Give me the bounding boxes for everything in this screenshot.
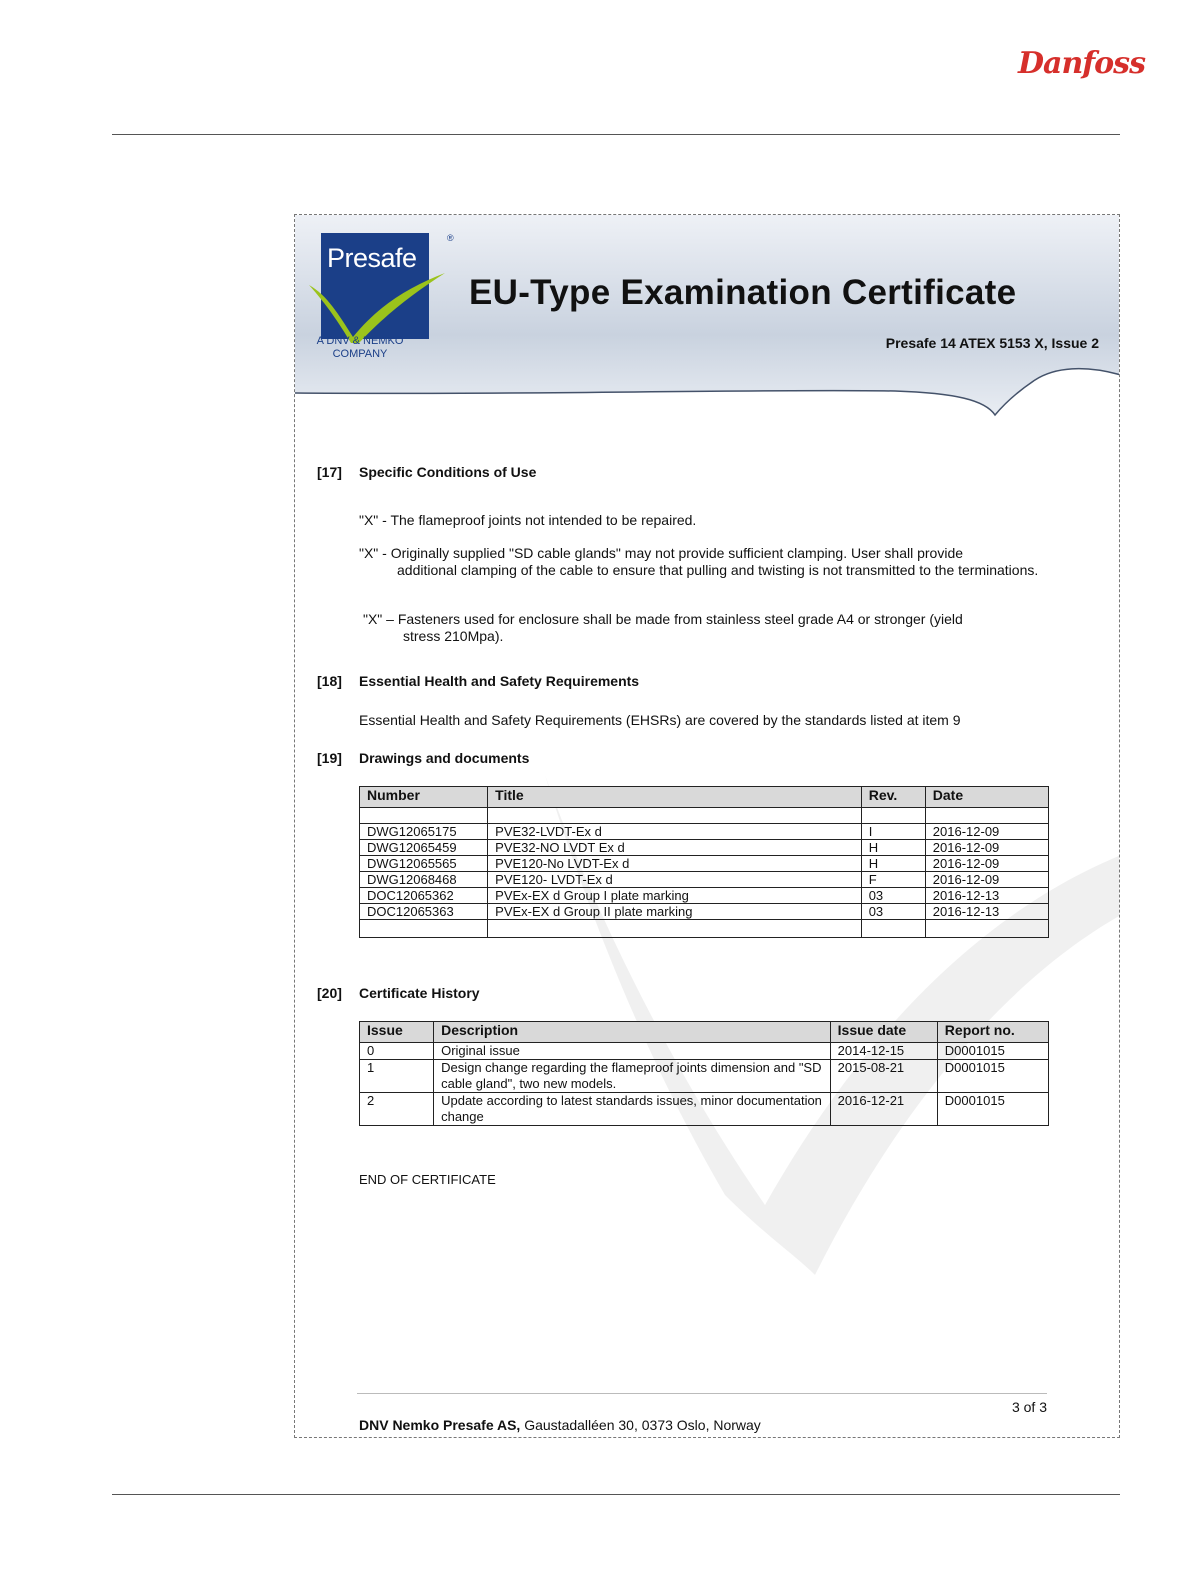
- section-18-heading: [317, 673, 639, 689]
- table-cell: [360, 920, 488, 938]
- section-number: [17]: [317, 464, 342, 480]
- section-title: Drawings and documents: [359, 750, 530, 766]
- table-cell: [861, 808, 925, 824]
- table-cell: [488, 920, 862, 938]
- column-header: Description: [434, 1022, 831, 1043]
- section-title: Certificate History: [359, 985, 480, 1001]
- table-row: [360, 904, 1049, 920]
- table-cell: Design change regarding the flameproof joints dimension and "SD cable gland", two new models.: [434, 1060, 831, 1093]
- table-cell: [925, 920, 1048, 938]
- table-row: [360, 824, 1049, 840]
- table-cell: 1: [360, 1060, 434, 1093]
- section-17-heading: [317, 464, 536, 480]
- section-number: [20]: [317, 985, 342, 1001]
- condition-text: "X" – Fasteners used for enclosure shall be made from stainless steel grade A4 or stronger (yield: [363, 611, 963, 627]
- certificate-reference: Presafe 14 ATEX 5153 X, Issue 2: [885, 335, 1099, 351]
- table-row: [360, 1093, 1049, 1126]
- footer-rule: [357, 1393, 1047, 1394]
- table-row: [360, 872, 1049, 888]
- table-cell: 03: [861, 888, 925, 904]
- certificate-page: [294, 214, 1120, 1438]
- condition-item: [363, 611, 1043, 645]
- section-19-heading: [317, 750, 529, 766]
- table-cell: 2014-12-15: [830, 1043, 937, 1060]
- table-cell: 2016-12-13: [925, 904, 1048, 920]
- table-cell: PVEx-EX d Group II plate marking: [488, 904, 862, 920]
- table-cell: 2016-12-09: [925, 872, 1048, 888]
- footer-rule-page: [112, 1494, 1120, 1495]
- column-header: Issue date: [830, 1022, 937, 1043]
- end-of-certificate: END OF CERTIFICATE: [359, 1172, 496, 1187]
- table-cell: 2016-12-13: [925, 888, 1048, 904]
- table-cell: [861, 920, 925, 938]
- table-row: [360, 1043, 1049, 1060]
- table-cell: 2016-12-09: [925, 840, 1048, 856]
- table-cell: D0001015: [937, 1043, 1048, 1060]
- table-cell: F: [861, 872, 925, 888]
- table-cell: Update according to latest standards issues, minor documentation change: [434, 1093, 831, 1126]
- table-cell: D0001015: [937, 1060, 1048, 1093]
- table-row: [360, 856, 1049, 872]
- table-cell: [488, 808, 862, 824]
- table-cell: [925, 808, 1048, 824]
- registered-mark: ®: [447, 233, 454, 243]
- section-number: [18]: [317, 673, 342, 689]
- section-20-heading: [317, 985, 480, 1001]
- check-logo-icon: [309, 265, 449, 345]
- condition-continuation: stress 210Mpa).: [403, 628, 504, 644]
- company-name: DNV Nemko Presafe AS,: [359, 1417, 521, 1433]
- table-cell: I: [861, 824, 925, 840]
- condition-continuation: additional clamping of the cable to ensure that pulling and twisting is not transmitted to the terminations.: [397, 562, 1039, 578]
- ehsr-text: Essential Health and Safety Requirements (EHSRs) are covered by the standards listed at item 9: [359, 712, 961, 728]
- table-row: [360, 1060, 1049, 1093]
- presafe-tagline: A DNV & NEMKO COMPANY: [316, 335, 404, 360]
- table-cell: DOC12065362: [360, 888, 488, 904]
- table-cell: 03: [861, 904, 925, 920]
- table-cell: PVE120-No LVDT-Ex d: [488, 856, 862, 872]
- table-cell: PVEx-EX d Group I plate marking: [488, 888, 862, 904]
- table-cell: PVE120- LVDT-Ex d: [488, 872, 862, 888]
- table-cell: D0001015: [937, 1093, 1048, 1126]
- table-header-row: [360, 787, 1049, 808]
- table-row: [360, 888, 1049, 904]
- table-cell: 2016-12-09: [925, 824, 1048, 840]
- table-cell: DWG12065175: [360, 824, 488, 840]
- column-header: Number: [360, 787, 488, 808]
- section-title: Essential Health and Safety Requirements: [359, 673, 640, 689]
- table-cell: DWG12065459: [360, 840, 488, 856]
- table-row: [360, 840, 1049, 856]
- column-header: Date: [925, 787, 1048, 808]
- drawings-table: [359, 786, 1049, 938]
- table-cell: 2015-08-21: [830, 1060, 937, 1093]
- column-header: Issue: [360, 1022, 434, 1043]
- section-number: [19]: [317, 750, 342, 766]
- footer-address: [359, 1417, 761, 1433]
- condition-text: "X" - Originally supplied "SD cable glands" may not provide sufficient clamping. User shall provide: [359, 545, 964, 561]
- condition-text: "X" - The flameproof joints not intended to be repaired.: [359, 512, 697, 528]
- header-rule: [112, 134, 1120, 135]
- table-cell: DWG12068468: [360, 872, 488, 888]
- table-cell: 2: [360, 1093, 434, 1126]
- table-cell: DWG12065565: [360, 856, 488, 872]
- table-cell: [360, 808, 488, 824]
- condition-item: [359, 512, 1039, 529]
- company-address: Gaustadalléen 30, 0373 Oslo, Norway: [520, 1417, 761, 1433]
- column-header: Report no.: [937, 1022, 1048, 1043]
- table-cell: PVE32-LVDT-Ex d: [488, 824, 862, 840]
- table-cell: H: [861, 856, 925, 872]
- table-row: [360, 808, 1049, 824]
- table-cell: 0: [360, 1043, 434, 1060]
- table-cell: 2016-12-09: [925, 856, 1048, 872]
- table-header-row: [360, 1022, 1049, 1043]
- certificate-title: EU-Type Examination Certificate: [469, 273, 1017, 312]
- table-cell: DOC12065363: [360, 904, 488, 920]
- page-number: 3 of 3: [1011, 1399, 1047, 1415]
- column-header: Rev.: [861, 787, 925, 808]
- table-cell: 2016-12-21: [830, 1093, 937, 1126]
- section-title: Specific Conditions of Use: [359, 464, 537, 480]
- table-cell: Original issue: [434, 1043, 831, 1060]
- condition-item: [359, 545, 1039, 579]
- certificate-header: [295, 215, 1120, 425]
- danfoss-logo: Danfoss: [1018, 46, 1145, 81]
- column-header: Title: [488, 787, 862, 808]
- table-cell: PVE32-NO LVDT Ex d: [488, 840, 862, 856]
- certificate-history-table: [359, 1021, 1049, 1126]
- table-row: [360, 920, 1049, 938]
- table-cell: H: [861, 840, 925, 856]
- presafe-logo-text: Presafe: [327, 243, 417, 273]
